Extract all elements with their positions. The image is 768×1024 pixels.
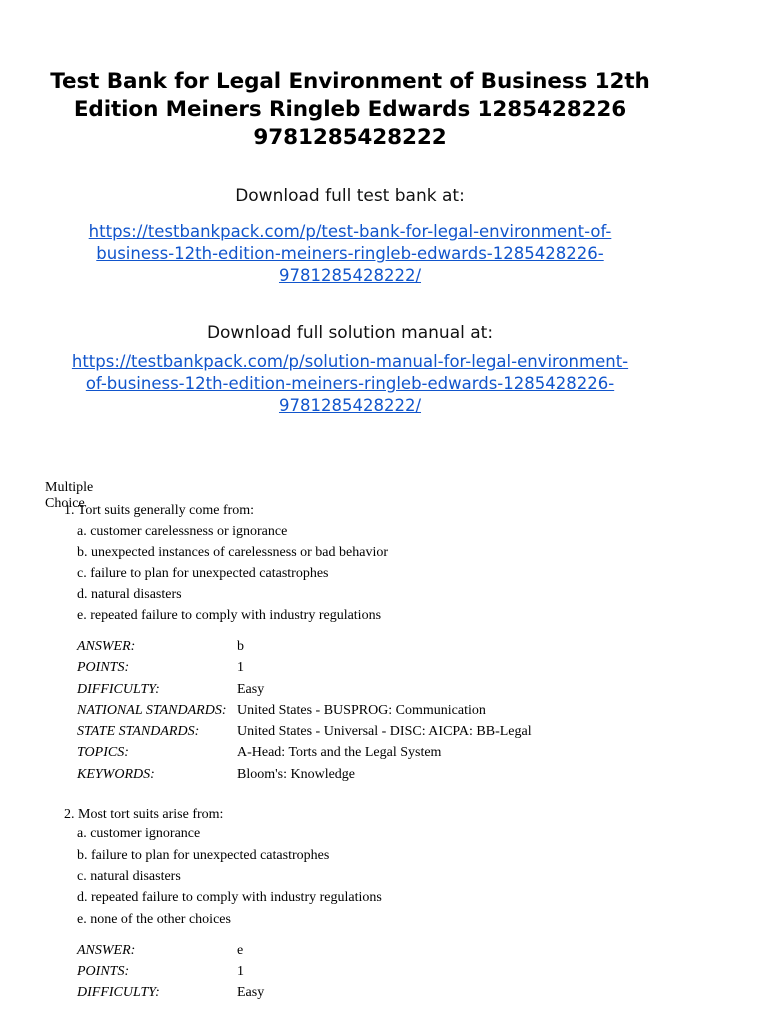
title-line: Test Bank for Legal Environment of Business 12th	[50, 69, 650, 94]
title-line: Edition Meiners Ringleb Edwards 1285428226	[73, 97, 627, 122]
meta-value: b	[237, 639, 244, 654]
meta-key: DIFFICULTY:	[77, 682, 160, 697]
test-bank-link[interactable]	[40, 221, 660, 287]
meta-value: Bloom's: Knowledge	[237, 767, 356, 782]
solution-manual-label: Download full solution manual at:	[206, 323, 494, 343]
link-line: business-12th-edition-meiners-ringleb-edwards-1285428226-	[96, 244, 604, 263]
answer-option: b. unexpected instances of carelessness or bad behavior	[77, 545, 388, 560]
link-line: of-business-12th-edition-meiners-ringleb-edwards-1285428226-	[85, 374, 615, 393]
meta-key: KEYWORDS:	[77, 767, 155, 782]
document-title	[40, 68, 660, 152]
answer-option: a. customer carelessness or ignorance	[77, 524, 288, 539]
answer-option: a. customer ignorance	[77, 826, 201, 841]
meta-key: DIFFICULTY:	[77, 985, 160, 1000]
link-line: 9781285428222/	[278, 266, 422, 285]
answer-option: e. none of the other choices	[77, 912, 231, 927]
link-line: https://testbankpack.com/p/solution-manual-for-legal-environment-	[71, 352, 629, 371]
answer-option: c. natural disasters	[77, 869, 181, 884]
test-bank-label: Download full test bank at:	[235, 186, 465, 206]
answer-option: d. natural disasters	[77, 587, 182, 602]
meta-value: Easy	[237, 682, 265, 697]
question-stem: 1. Tort suits generally come from:	[64, 503, 255, 518]
answer-option: c. failure to plan for unexpected catastrophes	[77, 566, 329, 581]
section-heading: Multiple Choice	[45, 480, 94, 511]
title-line: 9781285428222	[253, 125, 447, 150]
solution-manual-link[interactable]	[40, 351, 660, 417]
meta-value: United States - Universal - DISC: AICPA: BB-Legal	[237, 724, 532, 739]
meta-key: STATE STANDARDS:	[77, 724, 200, 739]
answer-option: e. repeated failure to comply with industry regulations	[77, 608, 382, 623]
link-line: https://testbankpack.com/p/test-bank-for-legal-environment-of-	[88, 222, 612, 241]
link-line: 9781285428222/	[278, 396, 422, 415]
meta-value: 1	[237, 964, 244, 979]
meta-key: NATIONAL STANDARDS:	[77, 703, 227, 718]
question-stem: 2. Most tort suits arise from:	[64, 807, 224, 822]
answer-option: b. failure to plan for unexpected catastrophes	[77, 848, 330, 863]
meta-value: 1	[237, 660, 244, 675]
meta-value: A-Head: Torts and the Legal System	[237, 745, 442, 760]
meta-key: ANSWER:	[77, 943, 136, 958]
meta-value: e	[237, 943, 244, 958]
meta-value: Easy	[237, 985, 265, 1000]
meta-key: TOPICS:	[77, 745, 129, 760]
meta-key: POINTS:	[77, 660, 130, 675]
meta-key: ANSWER:	[77, 639, 136, 654]
answer-option: d. repeated failure to comply with industry regulations	[77, 890, 382, 905]
meta-value: United States - BUSPROG: Communication	[237, 703, 486, 718]
meta-key: POINTS:	[77, 964, 130, 979]
